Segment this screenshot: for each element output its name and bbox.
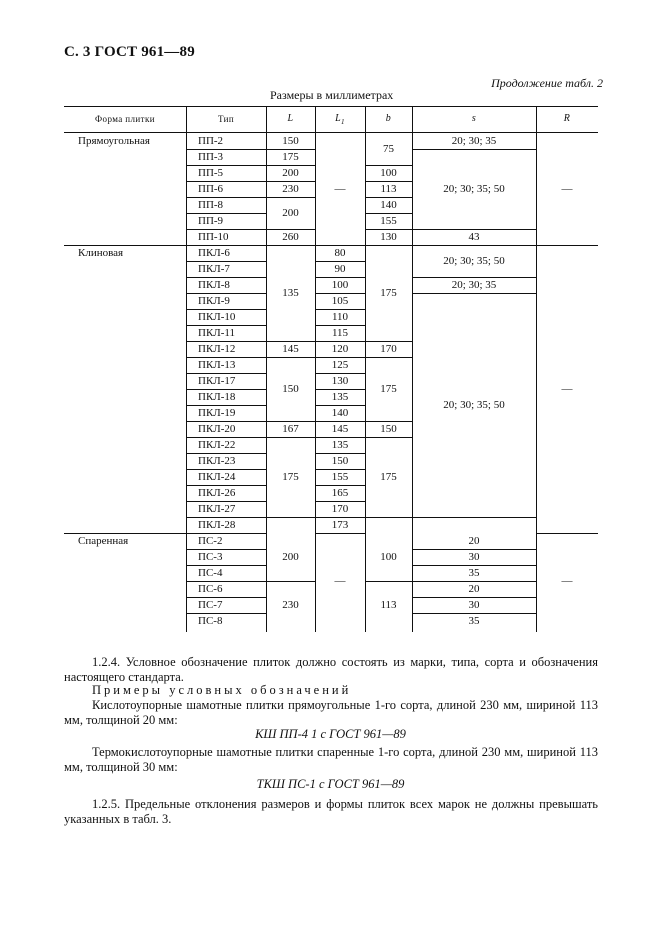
width-b-cell: 155 (380, 215, 397, 227)
radius-R-cell: — (561, 575, 573, 587)
width-b-cell: 113 (380, 183, 397, 195)
group-rule (64, 533, 186, 534)
thickness-s-cell: 20 (468, 583, 480, 595)
paragraph-1-2-4: 1.2.4. Условное обозначение плиток должно состоять из марки, типа, сорта и обозначения настоящего стандарта. (64, 655, 598, 684)
length-L1-cell: 105 (331, 295, 349, 307)
tile-type-cell: ПС-8 (198, 615, 223, 627)
width-b-cell: 100 (380, 551, 397, 563)
length-L1-cell: 90 (334, 263, 346, 275)
length-L1-cell: 120 (331, 343, 349, 355)
example-description-1: Кислотоупорные шамотные плитки прямоугольные 1-го сорта, длиной 230 мм, шириной 113 мм, толщиной 20 мм: (64, 698, 598, 727)
length-L-cell: 230 (282, 599, 299, 611)
thickness-s-cell: 43 (468, 231, 480, 243)
length-L1-cell: 100 (331, 279, 349, 291)
page-header: С. 3 ГОСТ 961—89 (64, 44, 195, 60)
width-b-cell: 75 (383, 143, 394, 155)
tile-type-cell: ПКЛ-17 (198, 375, 236, 387)
example-designation-1: КШ ПП-4 1 с ГОСТ 961—89 (255, 727, 406, 741)
thickness-s-cell: 20; 30; 35; 50 (443, 399, 505, 411)
table-continued-label: Продолжение табл. 2 (491, 76, 603, 90)
tile-type-cell: ПС-3 (198, 551, 223, 563)
examples-title: Примеры условных обозначений (92, 683, 352, 697)
table-top-rule (64, 106, 598, 107)
cell-rule (365, 517, 412, 518)
tile-type-cell: ПКЛ-20 (198, 423, 236, 435)
example-designation-2: ТКШ ПС-1 с ГОСТ 961—89 (256, 777, 405, 791)
radius-R-cell: — (561, 183, 573, 195)
tile-type-cell: ПС-4 (198, 567, 223, 579)
col-header-form: Форма плитки (95, 114, 155, 124)
tile-type-cell: ПП-3 (198, 151, 224, 163)
width-b-cell: 150 (380, 423, 397, 435)
length-L-cell: 145 (282, 343, 299, 355)
width-b-cell: 100 (380, 167, 397, 179)
length-L-cell: 230 (282, 183, 299, 195)
length-L-cell: 200 (282, 551, 299, 563)
col-header-s: s (471, 113, 477, 124)
group-rule (64, 245, 186, 246)
example-description-2: Термокислотоупорные шамотные плитки спаренные 1-го сорта, длиной 230 мм, шириной 113 мм, толщиной 30 мм: (64, 745, 598, 774)
paragraph-1-2-5: 1.2.5. Предельные отклонения размеров и формы плиток всех марок не должны превышать указанных в табл. 3. (64, 797, 598, 826)
tile-type-cell: ПКЛ-8 (198, 279, 230, 291)
tile-type-cell: ПП-5 (198, 167, 224, 179)
length-L1-cell: 155 (331, 471, 349, 483)
tile-type-cell: ПП-10 (198, 231, 229, 243)
tile-type-cell: ПКЛ-18 (198, 391, 236, 403)
thickness-s-cell: 20; 30; 35; 50 (443, 255, 505, 267)
tile-type-cell: ПКЛ-28 (198, 519, 236, 531)
thickness-s-cell: 30 (468, 599, 480, 611)
length-L-cell: 200 (282, 207, 299, 219)
col-header-L1: $L_1$ (335, 113, 345, 126)
thickness-s-cell: 20 (468, 535, 480, 547)
length-L1-cell: — (334, 183, 346, 195)
width-b-cell: 170 (380, 343, 397, 355)
length-L1-cell: 140 (331, 407, 349, 419)
tile-type-cell: ПКЛ-19 (198, 407, 236, 419)
tile-type-cell: ПКЛ-24 (198, 471, 236, 483)
radius-R-cell: — (561, 383, 573, 395)
length-L1-cell: 135 (331, 391, 349, 403)
length-L-cell: 135 (282, 287, 299, 299)
length-L1-cell: — (334, 575, 346, 587)
length-L-cell: 200 (282, 167, 299, 179)
cell-rule (266, 517, 315, 518)
length-L-cell: 175 (282, 471, 299, 483)
tile-type-cell: ПКЛ-12 (198, 343, 236, 355)
tile-type-cell: ПКЛ-23 (198, 455, 236, 467)
cell-rule (412, 517, 536, 518)
length-L1-cell: 130 (331, 375, 349, 387)
tile-type-cell: ПКЛ-22 (198, 439, 236, 451)
tile-type-cell: ПС-7 (198, 599, 223, 611)
width-b-cell: 140 (380, 199, 397, 211)
length-L1-cell: 173 (331, 519, 349, 531)
tile-type-cell: ПКЛ-13 (198, 359, 236, 371)
tile-type-cell: ПС-6 (198, 583, 223, 595)
length-L1-cell: 145 (331, 423, 349, 435)
length-L-cell: 150 (282, 383, 299, 395)
width-b-cell: 175 (380, 383, 397, 395)
width-b-cell: 130 (380, 231, 397, 243)
tile-type-cell: ПП-2 (198, 135, 224, 147)
tile-type-cell: ПП-6 (198, 183, 224, 195)
col-header-b: b (385, 113, 392, 124)
length-L-cell: 150 (282, 135, 299, 147)
table-column-rule (186, 106, 187, 632)
length-L1-cell: 80 (334, 247, 346, 259)
tile-type-cell: ПП-9 (198, 215, 224, 227)
length-L-cell: 167 (282, 423, 299, 435)
tile-form-label: Клиновая (78, 247, 124, 259)
col-header-L: L (287, 113, 294, 124)
length-L1-cell: 135 (331, 439, 349, 451)
thickness-s-cell: 35 (468, 615, 480, 627)
width-b-cell: 175 (380, 471, 397, 483)
col-header-type: Тип (217, 114, 235, 124)
length-L1-cell: 125 (331, 359, 349, 371)
length-L1-cell: 170 (331, 503, 349, 515)
col-header-R: R (563, 113, 571, 124)
tile-type-cell: ПКЛ-6 (198, 247, 230, 259)
tile-type-cell: ПКЛ-11 (198, 327, 235, 339)
dimensions-table (64, 106, 598, 632)
width-b-cell: 175 (380, 287, 397, 299)
tile-type-cell: ПП-8 (198, 199, 224, 211)
thickness-s-cell: 30 (468, 551, 480, 563)
thickness-s-cell: 35 (468, 567, 480, 579)
tile-type-cell: ПС-2 (198, 535, 223, 547)
length-L1-cell: 165 (331, 487, 349, 499)
tile-type-cell: ПКЛ-26 (198, 487, 236, 499)
length-L1-cell: 110 (331, 311, 349, 323)
thickness-s-cell: 20; 30; 35; 50 (443, 183, 505, 195)
tile-type-cell: ПКЛ-9 (198, 295, 230, 307)
tile-type-cell: ПКЛ-10 (198, 311, 236, 323)
length-L1-cell: 115 (331, 327, 349, 339)
length-L-cell: 175 (282, 151, 299, 163)
tile-form-label: Прямоугольная (78, 135, 150, 147)
length-L-cell: 260 (282, 231, 299, 243)
tile-type-cell: ПКЛ-7 (198, 263, 230, 275)
thickness-s-cell: 20; 30; 35 (451, 279, 497, 291)
units-label: Размеры в миллиметрах (270, 88, 394, 102)
length-L1-cell: 150 (331, 455, 349, 467)
thickness-s-cell: 20; 30; 35 (451, 135, 497, 147)
tile-type-cell: ПКЛ-27 (198, 503, 236, 515)
width-b-cell: 113 (380, 599, 397, 611)
tile-form-label: Спаренная (78, 535, 129, 547)
